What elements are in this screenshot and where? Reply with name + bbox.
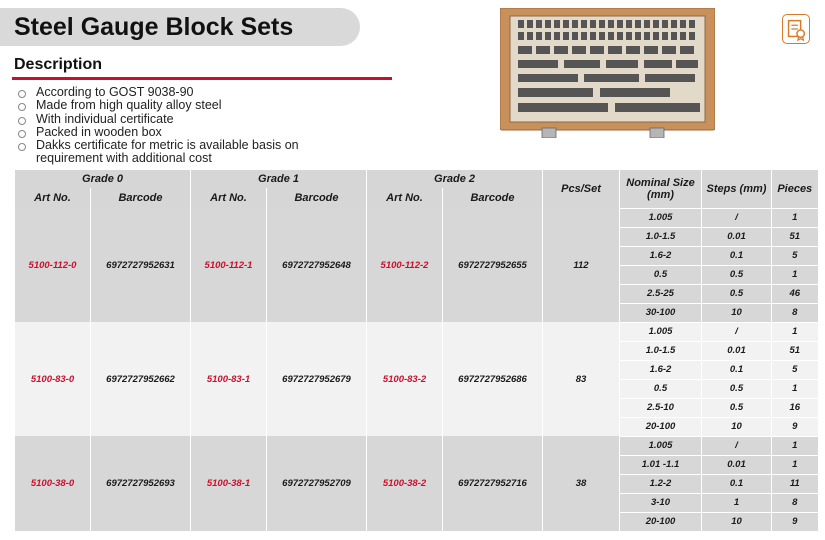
pieces-cell: 1 bbox=[772, 322, 818, 341]
pieces-cell: 1 bbox=[772, 436, 818, 455]
nominal-size-cell: 2.5-10 bbox=[620, 398, 702, 417]
page-title: Steel Gauge Block Sets bbox=[14, 13, 294, 41]
description-divider bbox=[12, 77, 392, 80]
pieces-cell: 16 bbox=[772, 398, 818, 417]
pieces-header: Pieces bbox=[772, 170, 818, 208]
description-heading: Description bbox=[14, 56, 103, 73]
description-item: Dakks certificate for metric is available basis on requirement with additional cost bbox=[18, 139, 358, 166]
steps-cell: 0.1 bbox=[702, 246, 772, 265]
nominal-size-cell: 30-100 bbox=[620, 303, 702, 322]
steps-cell: 10 bbox=[702, 303, 772, 322]
barcode-cell: 6972727952631 bbox=[91, 208, 191, 322]
art-no-header: Art No. bbox=[367, 188, 443, 208]
steps-cell: 0.5 bbox=[702, 265, 772, 284]
barcode-header: Barcode bbox=[91, 188, 191, 208]
nominal-size-cell: 1.005 bbox=[620, 436, 702, 455]
steps-cell: / bbox=[702, 436, 772, 455]
pieces-cell: 8 bbox=[772, 493, 818, 512]
pieces-cell: 9 bbox=[772, 512, 818, 531]
pieces-cell: 1 bbox=[772, 379, 818, 398]
steps-cell: 0.01 bbox=[702, 455, 772, 474]
nominal-size-cell: 0.5 bbox=[620, 379, 702, 398]
art-no-cell: 5100-38-2 bbox=[367, 436, 443, 531]
pieces-cell: 5 bbox=[772, 246, 818, 265]
nominal-size-cell: 2.5-25 bbox=[620, 284, 702, 303]
nominal-size-cell: 1.0-1.5 bbox=[620, 341, 702, 360]
nominal-size-cell: 1.005 bbox=[620, 322, 702, 341]
art-no-cell: 5100-112-2 bbox=[367, 208, 443, 322]
art-no-cell: 5100-112-0 bbox=[15, 208, 91, 322]
grade-1-header: Grade 1 bbox=[191, 170, 367, 188]
art-no-cell: 5100-38-1 bbox=[191, 436, 267, 531]
nominal-size-header: Nominal Size (mm) bbox=[620, 170, 702, 208]
barcode-cell: 6972727952655 bbox=[443, 208, 543, 322]
steps-cell: / bbox=[702, 208, 772, 227]
description-list bbox=[18, 86, 358, 166]
art-no-header: Art No. bbox=[191, 188, 267, 208]
barcode-cell: 6972727952648 bbox=[267, 208, 367, 322]
barcode-cell: 6972727952686 bbox=[443, 322, 543, 436]
steps-cell: 0.01 bbox=[702, 341, 772, 360]
nominal-size-cell: 1.0-1.5 bbox=[620, 227, 702, 246]
pcs-set-cell: 83 bbox=[543, 322, 620, 436]
steps-cell: 10 bbox=[702, 512, 772, 531]
pieces-cell: 46 bbox=[772, 284, 818, 303]
description-item: Made from high quality alloy steel bbox=[18, 99, 358, 112]
steps-cell: 0.01 bbox=[702, 227, 772, 246]
pieces-cell: 11 bbox=[772, 474, 818, 493]
barcode-header: Barcode bbox=[443, 188, 543, 208]
table-row bbox=[15, 208, 818, 227]
steps-cell: 1 bbox=[702, 493, 772, 512]
steps-header: Steps (mm) bbox=[702, 170, 772, 208]
grade-2-header: Grade 2 bbox=[367, 170, 543, 188]
barcode-header: Barcode bbox=[267, 188, 367, 208]
art-no-cell: 5100-112-1 bbox=[191, 208, 267, 322]
certificate-icon[interactable] bbox=[782, 14, 810, 44]
set-group-38 bbox=[15, 436, 818, 531]
pcs-set-cell: 112 bbox=[543, 208, 620, 322]
steps-cell: 0.1 bbox=[702, 474, 772, 493]
steps-cell: 10 bbox=[702, 417, 772, 436]
nominal-size-cell: 1.005 bbox=[620, 208, 702, 227]
art-no-cell: 5100-83-2 bbox=[367, 322, 443, 436]
art-no-cell: 5100-38-0 bbox=[15, 436, 91, 531]
steps-cell: 0.5 bbox=[702, 379, 772, 398]
pieces-cell: 5 bbox=[772, 360, 818, 379]
nominal-size-cell: 1.6-2 bbox=[620, 246, 702, 265]
barcode-cell: 6972727952679 bbox=[267, 322, 367, 436]
pieces-cell: 1 bbox=[772, 208, 818, 227]
grade-0-header: Grade 0 bbox=[15, 170, 191, 188]
steps-cell: 0.1 bbox=[702, 360, 772, 379]
pieces-cell: 9 bbox=[772, 417, 818, 436]
gauge-block-spec-table bbox=[14, 170, 818, 531]
gauge-block-case-photo bbox=[500, 8, 715, 138]
pieces-cell: 51 bbox=[772, 341, 818, 360]
pcs-set-header: Pcs/Set bbox=[543, 170, 620, 208]
pcs-set-cell: 38 bbox=[543, 436, 620, 531]
nominal-size-cell: 1.6-2 bbox=[620, 360, 702, 379]
nominal-size-cell: 20-100 bbox=[620, 417, 702, 436]
description-item: Packed in wooden box bbox=[18, 126, 358, 139]
set-group-112 bbox=[15, 208, 818, 322]
description-item: According to GOST 9038-90 bbox=[18, 86, 358, 99]
pieces-cell: 8 bbox=[772, 303, 818, 322]
pieces-cell: 1 bbox=[772, 455, 818, 474]
barcode-cell: 6972727952662 bbox=[91, 322, 191, 436]
nominal-size-cell: 3-10 bbox=[620, 493, 702, 512]
steps-cell: 0.5 bbox=[702, 398, 772, 417]
steps-cell: 0.5 bbox=[702, 284, 772, 303]
nominal-size-cell: 1.01 -1.1 bbox=[620, 455, 702, 474]
steps-cell: / bbox=[702, 322, 772, 341]
description-item: With individual certificate bbox=[18, 113, 358, 126]
art-no-header: Art No. bbox=[15, 188, 91, 208]
barcode-cell: 6972727952716 bbox=[443, 436, 543, 531]
table-row bbox=[15, 436, 818, 455]
nominal-size-cell: 1.2-2 bbox=[620, 474, 702, 493]
nominal-size-cell: 20-100 bbox=[620, 512, 702, 531]
nominal-size-cell: 0.5 bbox=[620, 265, 702, 284]
pieces-cell: 1 bbox=[772, 265, 818, 284]
set-group-83 bbox=[15, 322, 818, 436]
art-no-cell: 5100-83-1 bbox=[191, 322, 267, 436]
barcode-cell: 6972727952709 bbox=[267, 436, 367, 531]
barcode-cell: 6972727952693 bbox=[91, 436, 191, 531]
pieces-cell: 51 bbox=[772, 227, 818, 246]
art-no-cell: 5100-83-0 bbox=[15, 322, 91, 436]
table-row bbox=[15, 322, 818, 341]
